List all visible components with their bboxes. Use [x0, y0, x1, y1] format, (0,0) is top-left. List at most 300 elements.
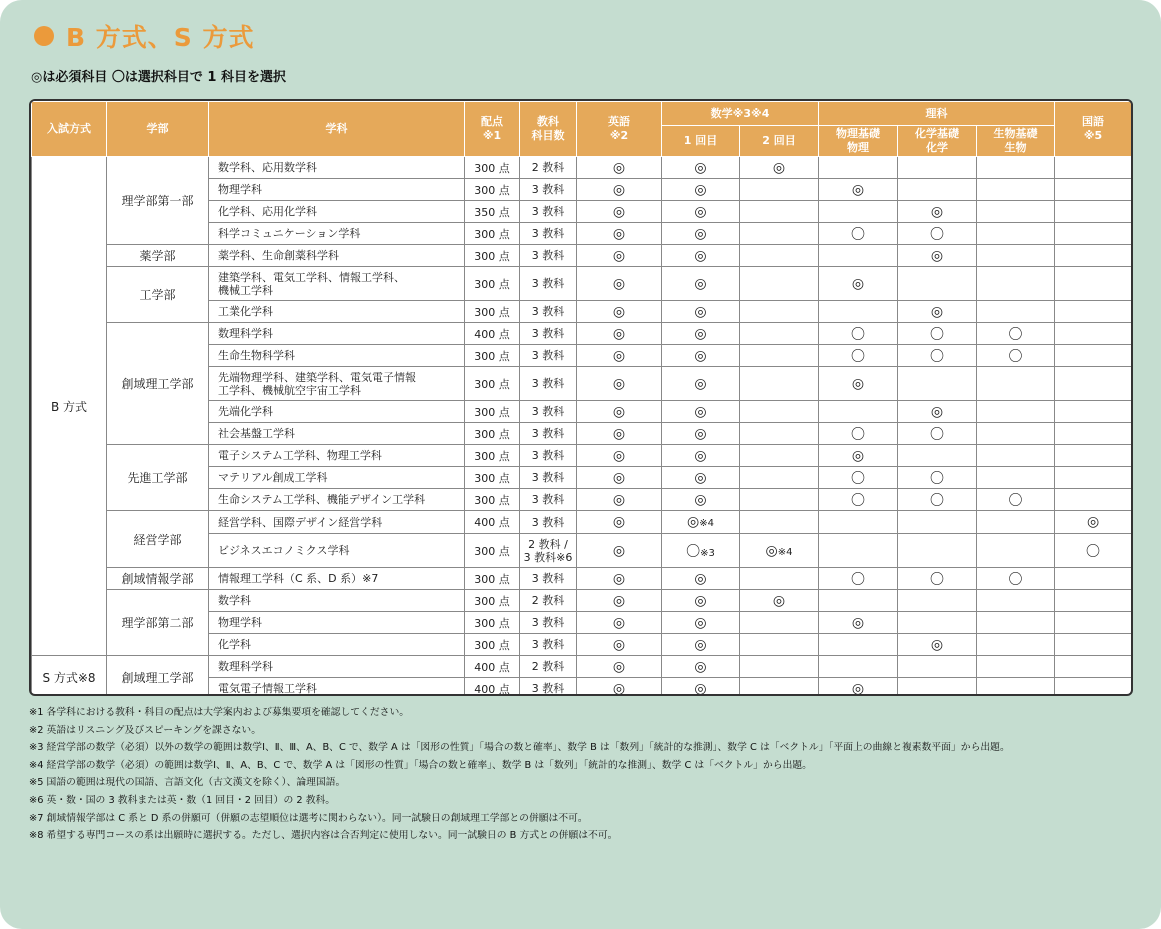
count-value: 3 教科: [531, 349, 565, 362]
points-cell: 400 点: [465, 656, 520, 678]
mark-symbol: ◎: [687, 514, 700, 530]
mark-cell-m1: [662, 568, 740, 590]
mark-cell-jpn: [1055, 223, 1132, 245]
mark-cell-jpn: [1055, 467, 1132, 489]
mark-cell-jpn: [1055, 634, 1132, 656]
mark-symbol: ◎: [612, 403, 626, 420]
count-value: 3 教科: [531, 377, 565, 390]
count-cell: [520, 367, 577, 401]
count-value: 3 教科: [531, 572, 565, 585]
mark-cell-m1: [662, 345, 740, 367]
header-math-2: 2 回目: [740, 126, 819, 157]
mark-cell-phys: [819, 179, 898, 201]
mark-cell-m1: [662, 245, 740, 267]
mark-note: ※3: [700, 547, 715, 559]
dept-name: 経営学科、国際デザイン経営学科: [218, 515, 383, 529]
mark-cell-m2: [740, 489, 819, 511]
mark-symbol: 〇: [1008, 326, 1023, 343]
mark-cell-eng: [577, 511, 662, 534]
mark-cell-m2: [740, 179, 819, 201]
mark-symbol: 〇: [851, 426, 866, 443]
mark-symbol: ◎: [612, 514, 626, 530]
count-cell: [520, 267, 577, 301]
count-cell: [520, 323, 577, 345]
mark-cell-jpn: [1055, 423, 1132, 445]
mark-cell-m1: [662, 323, 740, 345]
count-cell: [520, 678, 577, 697]
mark-cell-chem: [898, 467, 977, 489]
mark-cell-eng: [577, 534, 662, 568]
mark-symbol: ◎: [930, 636, 944, 653]
mark-cell-bio: [977, 568, 1055, 590]
dept-line: 機械工学科: [218, 283, 273, 297]
mark-symbol: 〇: [1008, 571, 1023, 588]
header-dept: 学科: [209, 102, 465, 157]
count-value: 3 教科: [531, 493, 565, 506]
dept-cell: [209, 301, 465, 323]
mark-cell-phys: [819, 367, 898, 401]
count-line: 2 教科 /: [528, 537, 568, 551]
table-row: [32, 656, 1132, 678]
mark-cell-m2: [740, 511, 819, 534]
mark-cell-phys: [819, 568, 898, 590]
points-cell: 300 点: [465, 534, 520, 568]
mark-cell-chem: [898, 612, 977, 634]
faculty-cell: 工学部: [107, 267, 209, 323]
points-cell: 300 点: [465, 489, 520, 511]
mark-cell-phys: [819, 201, 898, 223]
mark-cell-m2: [740, 323, 819, 345]
points-cell: 300 点: [465, 568, 520, 590]
mark-cell-m1: [662, 401, 740, 423]
table-row: [32, 157, 1132, 179]
mark-cell-bio: [977, 534, 1055, 568]
mark-cell-eng: [577, 401, 662, 423]
mark-cell-jpn: [1055, 678, 1132, 697]
mark-cell-chem: [898, 367, 977, 401]
count-value: 2 教科: [531, 161, 565, 174]
mark-cell-phys: [819, 345, 898, 367]
mark-symbol: ◎: [772, 159, 786, 176]
footnote: ※2 英語はリスニング及びスピーキングを課さない。: [29, 724, 262, 736]
mark-symbol: ◎: [851, 375, 865, 392]
mark-symbol: ◎: [694, 614, 707, 631]
dept-name: 薬学科、生命創薬科学科: [218, 249, 339, 262]
footnote: ※3 経営学部の数学（必須）以外の数学の範囲は数学Ⅰ、Ⅱ、Ⅲ、A、B、C で、数学 A は「図形の性質」「場合の数と確率」、数学 B は「数列」「統計的な推測」、数学 C は「ベクトル」「平面上の曲線と複素数平面」から出題。: [29, 742, 1010, 754]
mark-cell-bio: [977, 323, 1055, 345]
mark-symbol: ◎: [612, 275, 626, 292]
mark-cell-jpn: [1055, 590, 1132, 612]
mark-cell-bio: [977, 634, 1055, 656]
dept-name: 数理科学科: [218, 327, 273, 340]
mark-cell-phys: [819, 245, 898, 267]
mark-cell-eng: [577, 301, 662, 323]
mark-cell-phys: [819, 267, 898, 301]
points-cell: 300 点: [465, 445, 520, 467]
count-cell: [520, 656, 577, 678]
header-eng-l2: ※2: [609, 129, 629, 142]
dept-name: 化学科、応用化学科: [218, 205, 317, 218]
count-value: 3 教科: [531, 249, 565, 262]
dept-name: 化学科: [218, 638, 251, 651]
mark-symbol: ◎: [765, 542, 778, 559]
mark-symbol: ◎: [930, 403, 944, 420]
mark-cell-bio: [977, 301, 1055, 323]
mark-cell-bio: [977, 656, 1055, 678]
mark-cell-eng: [577, 568, 662, 590]
mark-cell-chem: [898, 245, 977, 267]
mark-cell-m2: [740, 367, 819, 401]
mark-cell-eng: [577, 423, 662, 445]
mark-cell-chem: [898, 590, 977, 612]
mark-note: ※4: [777, 546, 793, 558]
mark-cell-phys: [819, 534, 898, 568]
mark-symbol: ◎: [612, 159, 626, 176]
dept-cell: [209, 612, 465, 634]
dept-cell: [209, 467, 465, 489]
dept-cell: [209, 401, 465, 423]
mark-cell-m2: [740, 223, 819, 245]
mark-symbol: ◎: [612, 303, 626, 320]
faculty-cell: 先進工学部: [107, 445, 209, 511]
mark-symbol: 〇: [930, 226, 945, 243]
mark-symbol: ◎: [612, 247, 626, 264]
count-cell: [520, 179, 577, 201]
count-cell: [520, 245, 577, 267]
mark-cell-m1: [662, 634, 740, 656]
mark-symbol: ◎: [612, 658, 626, 675]
footnote: ※5 国語の範囲は現代の国語、言語文化（古文漢文を除く）、論理国語。: [29, 777, 346, 789]
mark-symbol: ◎: [930, 303, 944, 320]
mark-symbol: ◎: [612, 347, 626, 364]
mark-cell-eng: [577, 323, 662, 345]
mark-symbol: 〇: [851, 470, 866, 487]
mark-cell-phys: [819, 423, 898, 445]
header-phys-l1: 物理基礎: [836, 127, 881, 140]
count-value: 3 教科: [531, 277, 565, 290]
dept-name: 物理学科: [218, 183, 262, 196]
mark-cell-m1: [662, 267, 740, 301]
mark-symbol: ◎: [694, 375, 707, 392]
mark-cell-phys: [819, 401, 898, 423]
mark-symbol: ◎: [612, 181, 626, 198]
table-row: [32, 568, 1132, 590]
count-cell: [520, 401, 577, 423]
count-cell: [520, 511, 577, 534]
mark-cell-bio: [977, 511, 1055, 534]
mark-cell-m1: [662, 612, 740, 634]
mark-cell-m2: [740, 157, 819, 179]
mark-cell-m1: [662, 467, 740, 489]
dept-name: 数理科学科: [218, 660, 273, 673]
count-cell: [520, 201, 577, 223]
points-cell: 400 点: [465, 678, 520, 697]
mark-symbol: ◎: [1086, 514, 1100, 530]
faculty-cell: 理学部第一部: [107, 157, 209, 245]
mark-cell-m2: [740, 634, 819, 656]
dept-cell: [209, 511, 465, 534]
points-cell: 300 点: [465, 612, 520, 634]
dept-cell: [209, 245, 465, 267]
mark-cell-eng: [577, 201, 662, 223]
dept-cell: [209, 568, 465, 590]
mark-cell-bio: [977, 612, 1055, 634]
dept-cell: [209, 157, 465, 179]
mark-cell-m2: [740, 423, 819, 445]
mark-cell-m1: [662, 179, 740, 201]
footnote: ※8 希望する専門コースの系は出願時に選択する。ただし、選択内容は合否判定に使用しない。同一試験日の B 方式との併願は不可。: [29, 830, 618, 842]
mark-cell-bio: [977, 223, 1055, 245]
mark-symbol: ◎: [851, 181, 865, 198]
count-cell: [520, 489, 577, 511]
dept-name: 電気電子情報工学科: [218, 682, 317, 695]
mark-cell-m2: [740, 267, 819, 301]
points-cell: 300 点: [465, 423, 520, 445]
mark-cell-m1: [662, 423, 740, 445]
points-cell: 300 点: [465, 345, 520, 367]
header-count: [520, 102, 577, 157]
mark-symbol: ◎: [612, 425, 626, 442]
header-physics: [819, 126, 898, 157]
faculty-cell: 創域理工学部: [107, 656, 209, 697]
mark-cell-chem: [898, 489, 977, 511]
mark-cell-jpn: [1055, 323, 1132, 345]
header-japanese: [1055, 102, 1132, 157]
mark-symbol: ◎: [694, 303, 707, 320]
mark-cell-bio: [977, 489, 1055, 511]
points-cell: 300 点: [465, 467, 520, 489]
mark-symbol: ◎: [694, 275, 707, 292]
mark-cell-bio: [977, 423, 1055, 445]
mark-cell-m2: [740, 590, 819, 612]
dept-name: 物理学科: [218, 616, 262, 629]
mark-cell-chem: [898, 301, 977, 323]
footnote: ※1 各学科における教科・科目の配点は大学案内および募集要項を確認してください。: [29, 707, 410, 718]
mark-cell-bio: [977, 678, 1055, 697]
count-value: 2 教科: [531, 594, 565, 607]
mark-symbol: 〇: [930, 492, 945, 509]
mark-cell-m1: [662, 223, 740, 245]
table-row: [32, 590, 1132, 612]
mark-symbol: ◎: [612, 592, 626, 609]
count-cell: [520, 345, 577, 367]
dept-line: 工学科、機械航空宇宙工学科: [218, 383, 361, 397]
mark-cell-m1: [662, 511, 740, 534]
mark-symbol: 〇: [1086, 543, 1101, 560]
mark-cell-chem: [898, 656, 977, 678]
count-value: 3 教科: [531, 327, 565, 340]
points-cell: 300 点: [465, 245, 520, 267]
points-cell: 300 点: [465, 590, 520, 612]
count-cell: [520, 301, 577, 323]
mark-cell-phys: [819, 590, 898, 612]
mark-cell-eng: [577, 345, 662, 367]
table-row: [32, 245, 1132, 267]
mark-cell-m2: [740, 445, 819, 467]
faculty-cell: 理学部第二部: [107, 590, 209, 656]
mark-symbol: ◎: [612, 680, 626, 696]
header-jpn-l1: 国語: [1082, 115, 1105, 128]
header-count-l1: 教科: [537, 115, 559, 128]
count-cell: [520, 590, 577, 612]
header-math-1: 1 回目: [662, 126, 740, 157]
mark-cell-bio: [977, 267, 1055, 301]
header-phys-l2: 物理: [847, 141, 870, 154]
mark-symbol: 〇: [851, 348, 866, 365]
dept-cell: [209, 634, 465, 656]
mark-symbol: 〇: [1008, 348, 1023, 365]
dept-cell: [209, 678, 465, 697]
mark-symbol: 〇: [930, 426, 945, 443]
mark-cell-bio: [977, 590, 1055, 612]
count-cell: [520, 634, 577, 656]
header-bio-l2: 生物: [1004, 141, 1027, 154]
mark-symbol: ◎: [694, 403, 707, 420]
mark-symbol: ◎: [612, 225, 626, 242]
mark-symbol: ◎: [612, 491, 626, 508]
mark-cell-phys: [819, 511, 898, 534]
dept-cell: [209, 534, 465, 568]
mark-cell-eng: [577, 367, 662, 401]
mark-symbol: 〇: [851, 326, 866, 343]
mark-cell-bio: [977, 367, 1055, 401]
header-chem-l2: 化学: [926, 141, 949, 154]
table-row: [32, 267, 1132, 301]
footnote: ※7 創域情報学部は C 系と D 系の併願可（併願の志望順位は選考に関わらない）。同一試験日の創域理工学部との併願は不可。: [29, 812, 588, 824]
count-cell: [520, 568, 577, 590]
mark-symbol: 〇: [686, 543, 701, 560]
header-faculty: 学部: [107, 102, 209, 157]
mark-symbol: ◎: [694, 592, 707, 609]
header-chem-l1: 化学基礎: [915, 127, 960, 140]
mark-cell-chem: [898, 401, 977, 423]
mark-cell-jpn: [1055, 656, 1132, 678]
mark-symbol: ◎: [694, 181, 707, 198]
mark-symbol: ◎: [694, 447, 707, 464]
mark-cell-m2: [740, 656, 819, 678]
mark-cell-jpn: [1055, 245, 1132, 267]
mark-symbol: 〇: [930, 470, 945, 487]
header-biology: [977, 126, 1055, 157]
mark-cell-m2: [740, 301, 819, 323]
method-cell: B 方式: [32, 157, 107, 656]
dept-cell: [209, 656, 465, 678]
mark-cell-m2: [740, 678, 819, 697]
mark-cell-m1: [662, 367, 740, 401]
dept-name: 数学科、応用数学科: [218, 161, 317, 174]
mark-cell-jpn: [1055, 445, 1132, 467]
mark-symbol: 〇: [851, 492, 866, 509]
mark-symbol: ◎: [612, 325, 626, 342]
mark-cell-jpn: [1055, 301, 1132, 323]
table-row: [32, 511, 1132, 534]
mark-cell-m1: [662, 445, 740, 467]
points-cell: 300 点: [465, 634, 520, 656]
dept-cell: [209, 445, 465, 467]
dept-name: 工業化学科: [218, 305, 273, 318]
mark-cell-eng: [577, 267, 662, 301]
count-cell: [520, 223, 577, 245]
dept-cell: [209, 367, 465, 401]
mark-cell-bio: [977, 467, 1055, 489]
mark-cell-jpn: [1055, 489, 1132, 511]
mark-cell-phys: [819, 467, 898, 489]
dept-cell: [209, 489, 465, 511]
mark-cell-chem: [898, 223, 977, 245]
page-subtitle: ◎は必須科目 〇は選択科目で 1 科目を選択: [31, 70, 286, 85]
mark-cell-chem: [898, 634, 977, 656]
mark-cell-bio: [977, 345, 1055, 367]
mark-cell-phys: [819, 301, 898, 323]
mark-cell-m1: [662, 534, 740, 568]
mark-cell-m1: [662, 678, 740, 697]
count-value: 3 教科: [531, 638, 565, 651]
points-cell: 300 点: [465, 367, 520, 401]
mark-symbol: ◎: [694, 325, 707, 342]
mark-symbol: ◎: [930, 247, 944, 264]
mark-cell-m2: [740, 345, 819, 367]
mark-cell-chem: [898, 568, 977, 590]
mark-cell-chem: [898, 534, 977, 568]
dept-name: 先端化学科: [218, 405, 273, 418]
count-value: 3 教科: [531, 682, 565, 695]
mark-cell-m2: [740, 401, 819, 423]
count-value: 2 教科: [531, 660, 565, 673]
mark-cell-chem: [898, 445, 977, 467]
dept-name: 生命システム工学科、機能デザイン工学科: [218, 493, 426, 506]
mark-symbol: ◎: [851, 275, 865, 292]
mark-cell-chem: [898, 179, 977, 201]
mark-cell-phys: [819, 656, 898, 678]
subject-table: [31, 101, 1132, 696]
mark-cell-phys: [819, 157, 898, 179]
mark-symbol: ◎: [851, 680, 865, 696]
mark-symbol: ◎: [694, 570, 707, 587]
mark-cell-m1: [662, 489, 740, 511]
mark-symbol: ◎: [612, 375, 626, 392]
header-math: 数学※3※4: [662, 102, 819, 126]
count-cell: [520, 612, 577, 634]
points-cell: 300 点: [465, 179, 520, 201]
points-cell: 400 点: [465, 323, 520, 345]
mark-cell-jpn: [1055, 612, 1132, 634]
mark-cell-jpn: [1055, 511, 1132, 534]
points-cell: 300 点: [465, 401, 520, 423]
mark-symbol: ◎: [694, 425, 707, 442]
mark-symbol: ◎: [612, 447, 626, 464]
mark-cell-jpn: [1055, 568, 1132, 590]
points-cell: 300 点: [465, 223, 520, 245]
mark-cell-bio: [977, 245, 1055, 267]
faculty-cell: 経営学部: [107, 511, 209, 568]
mark-cell-bio: [977, 445, 1055, 467]
mark-cell-phys: [819, 678, 898, 697]
header-science: 理科: [819, 102, 1055, 126]
mark-symbol: ◎: [694, 247, 707, 264]
title-bullet-icon: [34, 26, 54, 46]
dept-cell: [209, 590, 465, 612]
mark-cell-bio: [977, 179, 1055, 201]
mark-cell-jpn: [1055, 157, 1132, 179]
dept-name: 社会基盤工学科: [218, 427, 295, 440]
mark-symbol: ◎: [612, 542, 626, 559]
mark-cell-jpn: [1055, 401, 1132, 423]
dept-name: 数学科: [218, 594, 251, 607]
count-value: 3 教科: [531, 616, 565, 629]
mark-symbol: 〇: [930, 348, 945, 365]
points-cell: 300 点: [465, 157, 520, 179]
mark-symbol: 〇: [930, 326, 945, 343]
